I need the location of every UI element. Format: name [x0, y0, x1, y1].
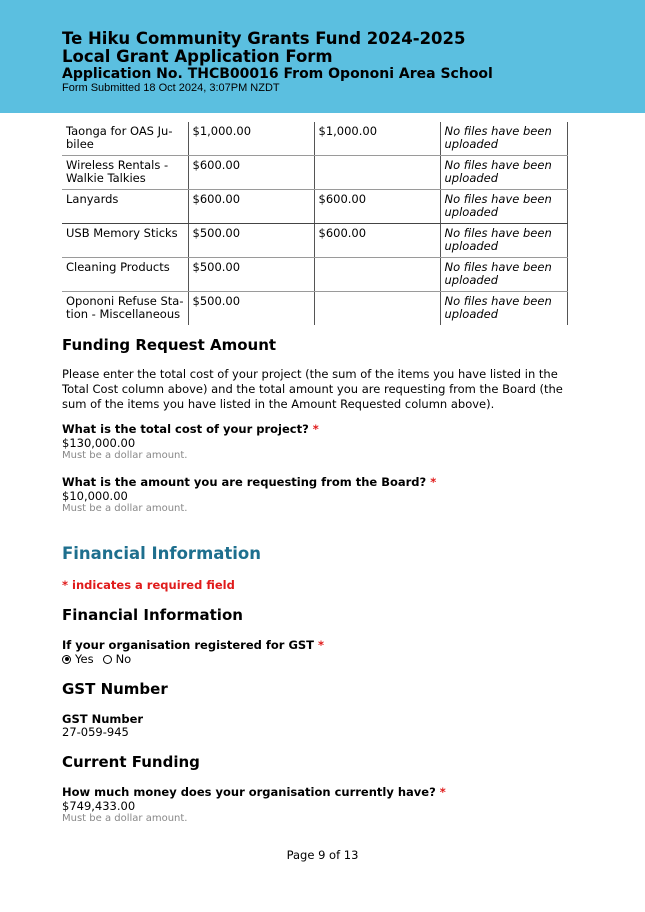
current-funding-heading: Current Funding	[62, 753, 200, 771]
page-header	[0, 0, 645, 113]
current-money-value: $749,433.00	[62, 799, 136, 813]
gst-no-radio[interactable]	[103, 655, 112, 664]
total-cost-hint: Must be a dollar amount.	[62, 450, 188, 461]
gst-yes-radio[interactable]	[62, 655, 71, 664]
current-money-hint: Must be a dollar amount.	[62, 813, 188, 824]
files-cell: No files have been uploaded	[440, 292, 567, 326]
current-money-question-text: How much money does your organisation currently have?	[62, 785, 436, 799]
gst-no-label: No	[115, 652, 132, 666]
item-cell: Wireless Rentals - Walkie Talkies	[62, 156, 188, 190]
files-cell: No files have been uploaded	[440, 122, 567, 156]
required-field-note: * indicates a required field	[62, 578, 235, 592]
form-title: Local Grant Application Form	[62, 47, 333, 66]
total-cost-question	[62, 422, 319, 436]
amount-requested-cell	[314, 292, 440, 326]
current-money-question	[62, 785, 446, 799]
submitted-timestamp: Form Submitted 18 Oct 2024, 3:07PM NZDT	[62, 82, 280, 94]
total-cost-cell: $600.00	[188, 190, 314, 224]
amount-requested-cell	[314, 156, 440, 190]
required-marker: *	[318, 638, 325, 652]
item-cell: Lanyards	[62, 190, 188, 224]
table-row	[62, 190, 567, 224]
files-cell: No files have been uploaded	[440, 224, 567, 258]
gst-question-text: If your organisation registered for GST	[62, 638, 315, 652]
table-row	[62, 224, 567, 258]
table-row	[62, 292, 567, 326]
required-marker: *	[439, 785, 446, 799]
amount-requested-cell: $1,000.00	[314, 122, 440, 156]
page-number: Page 9 of 13	[286, 848, 359, 862]
table-row	[62, 122, 567, 156]
total-cost-cell: $1,000.00	[188, 122, 314, 156]
gst-yes-label: Yes	[75, 652, 94, 666]
amount-requested-cell: $600.00	[314, 224, 440, 258]
required-marker: *	[430, 475, 437, 489]
amount-requested-cell: $600.00	[314, 190, 440, 224]
gst-number-heading: GST Number	[62, 680, 168, 698]
files-cell: No files have been uploaded	[440, 258, 567, 292]
total-cost-cell: $600.00	[188, 156, 314, 190]
total-cost-cell: $500.00	[188, 224, 314, 258]
funding-request-description: Please enter the total cost of your project (the sum of the items you have listed in the Total Cost column above) and the total amount you are requesting from the Board (the sum of the items you have listed in the Amount Requested column above).	[62, 367, 563, 411]
item-cell: Opononi Refuse Sta-tion - Miscellaneous	[66, 294, 184, 321]
total-cost-question-text: What is the total cost of your project?	[62, 422, 309, 436]
financial-information-heading: Financial Information	[62, 606, 243, 624]
requested-amount-question	[62, 475, 436, 489]
total-cost-cell: $500.00	[188, 292, 314, 326]
item-cell: Cleaning Products	[62, 258, 188, 292]
budget-table	[62, 122, 568, 325]
required-marker: *	[312, 422, 319, 436]
files-cell: No files have been uploaded	[440, 190, 567, 224]
total-cost-cell: $500.00	[188, 258, 314, 292]
gst-number-value: 27-059-945	[62, 725, 129, 739]
table-row	[62, 156, 567, 190]
fund-title: Te Hiku Community Grants Fund 2024-2025	[62, 29, 466, 48]
requested-amount-hint: Must be a dollar amount.	[62, 503, 188, 514]
gst-radio-group	[62, 652, 140, 666]
application-number: Application No. THCB00016 From Opononi Area School	[62, 66, 493, 82]
table-row	[62, 258, 567, 292]
item-cell: Taonga for OAS Ju-bilee	[62, 122, 188, 156]
financial-information-page-heading: Financial Information	[62, 544, 262, 563]
gst-number-label: GST Number	[62, 712, 144, 726]
total-cost-value: $130,000.00	[62, 436, 136, 450]
item-cell: USB Memory Sticks	[62, 224, 188, 258]
funding-request-heading: Funding Request Amount	[62, 336, 277, 354]
files-cell: No files have been uploaded	[440, 156, 567, 190]
requested-amount-value: $10,000.00	[62, 489, 128, 503]
amount-requested-cell	[314, 258, 440, 292]
gst-question	[62, 638, 324, 652]
requested-amount-question-text: What is the amount you are requesting from the Board?	[62, 475, 427, 489]
